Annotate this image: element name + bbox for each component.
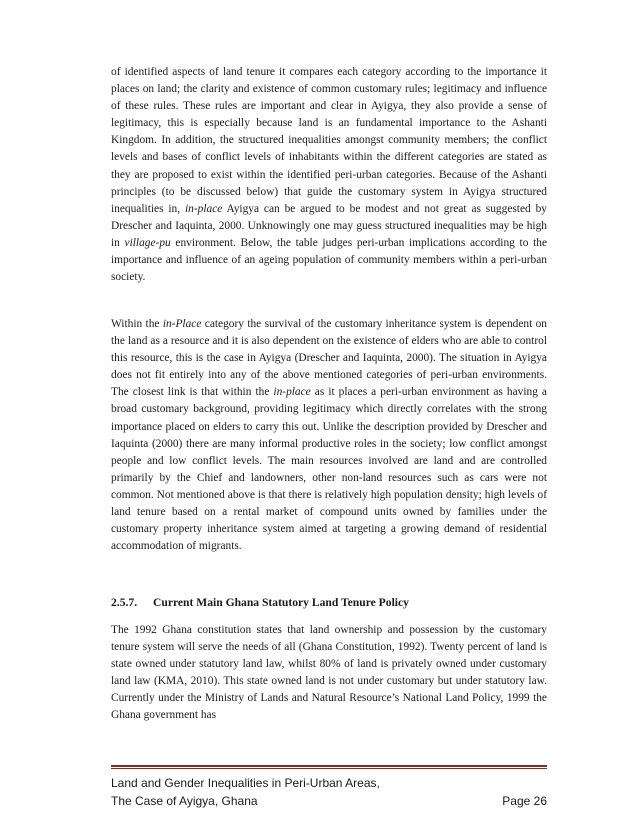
footer-subtitle: The Case of Ayigya, Ghana — [111, 794, 258, 808]
footer-subtitle-row — [111, 792, 547, 810]
body-paragraph-1 — [111, 64, 547, 286]
paragraph-text: Ayigya can be argued to be modest and not great as suggested by Drescher and Iaquinta, 2000. Unknowingly one may guess structured inequalities may be high in — [111, 202, 547, 249]
body-paragraph-2 — [111, 316, 547, 555]
paragraph-text: category the survival of the customary inheritance system is dependent on the land as a resource and it is also dependent on the existence of elders who are able to control this resource, this is the case in Ayigya (Drescher and Iaquinta, 2000). The situation in Ayigya does not fit entirely into any of the above mentioned categories of peri-urban environments. The closest link is that within the — [111, 318, 547, 399]
footer-divider-thin — [111, 768, 547, 769]
footer-title: Land and Gender Inequalities in Peri-Urban Areas, — [111, 776, 380, 790]
page-number: Page 26 — [502, 794, 547, 808]
body-paragraph-3: The 1992 Ghana constitution states that land ownership and possession by the customary tenure system will serve the needs of all (Ghana Constitution, 1992). Twenty percent of land is state owned under statutory land law, whilst 80% of land is privately owned under customary land law (KMA, 2010). This state owned land is not under customary but under statutory law. Currently under the Ministry of Lands and Natural Resource’s National Land Policy, 1999 the Ghana government has — [111, 624, 547, 722]
italic-term: in-Place — [162, 318, 202, 330]
italic-term: village-pu — [124, 236, 171, 249]
section-heading — [111, 596, 547, 609]
paragraph-text: environment. Below, the table judges peri-urban implications according to the importance and influence of an ageing population of community members within a peri-urban society. — [111, 236, 547, 284]
italic-term: in-place — [184, 202, 223, 215]
paragraph-text: of identified aspects of land tenure it compares each category according to the importance it places on land; the clarity and existence of common customary rules; legitimacy and influence of these rules. These rules are important and clear in Ayigya, they also provide a sense of legitimacy, this is especially because land is an fundamental importance to the Ashanti Kingdom. In addition, the structured inequalities amongst community members; the conflict levels and bases of conflict levels of inhabitants within the different categories are stated as they are proposed to exist within the identified peri-urban categories. Because of the Ashanti principles (to be discussed below) that guide the customary system in Ayigya structured inequalities in, — [111, 66, 547, 215]
paragraph-text: Within the — [111, 318, 163, 330]
italic-term: in-place — [273, 386, 311, 399]
section-number: 2.5.7. — [111, 596, 138, 609]
section-title: Current Main Ghana Statutory Land Tenure Policy — [153, 596, 409, 609]
paragraph-text: as it places a peri-urban environment as having a broad customary background, providing legitimacy which directly correlates with the strong importance placed on elders to carry this out. Unlike the description provided by Drescher and Iaquinta (2000) there are many informal productive roles in the society; low conflict amongst people and low conflict levels. The main resources involved are land and are controlled primarily by the Chief and landowners, other non-land resources such as cars were not common. Not mentioned above is that there is relatively high population density; high levels of land tenure based on a rental market of compound units owned by families under the customary property inheritance system aimed at targeting a growing demand of residential accommodation of migrants. — [111, 386, 547, 553]
footer-divider-thick — [111, 765, 547, 767]
